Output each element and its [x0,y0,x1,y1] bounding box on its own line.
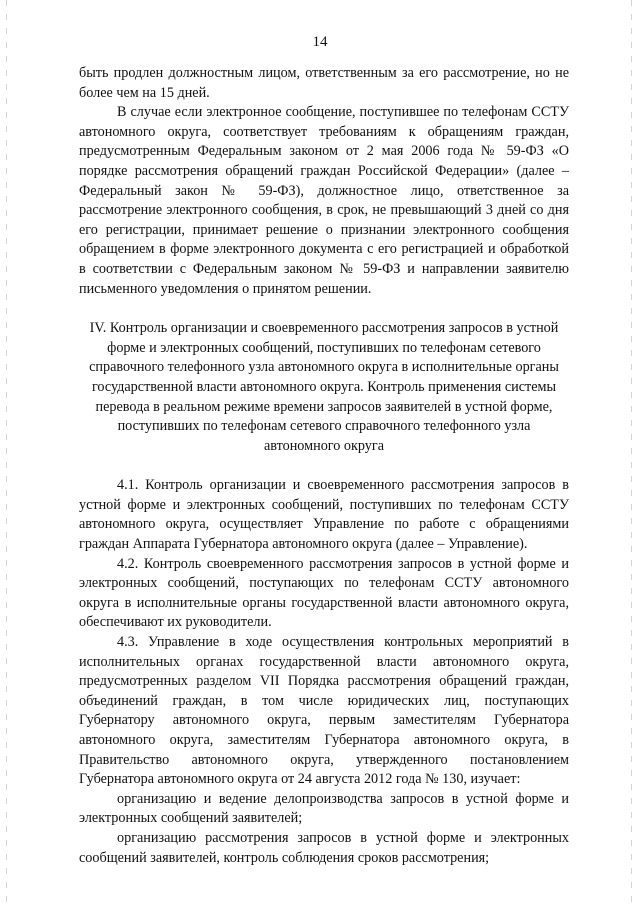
paragraph-electronic-message: В случае если электронное сообщение, поступившее по телефонам ССТУ автономного округа, соответствует требованиям к обращениям граждан, предусмотренным Федеральным законом от 2 мая 2006 года № 59-ФЗ «О порядке рассмотрения обращений граждан Российской Федерации» (далее – Федеральный закон № 59-ФЗ), должностное лицо, ответственное за рассмотрение электронного сообщения, в срок, не превышающий 3 дней со дня его регистрации, принимает решение о признании электронного сообщения обращением в форме электронного документа с его регистрацией и обработкой в соответствии с Федеральным законом № 59-ФЗ и направлении заявителю письменного уведомления о принятом решении. [79,104,569,297]
page-number: 14 [312,34,328,50]
scan-edge-right [631,0,632,905]
subitem-recordkeeping: организацию и ведение делопроизводства запросов в устной форме и электронных сообщений заявителей; [79,790,569,827]
item-4-2: 4.2. Контроль своевременного рассмотрения запросов в устной форме и электронных сообщений, поступающих по телефонам ССТУ автономного округа в исполнительные органы государственной власти автономного округа, обеспечивают их руководители. [79,555,569,631]
paragraph-continuation: быть продлен должностным лицом, ответственным за его рассмотрение, но не более чем на 15 дней. [79,65,569,101]
document-body [79,64,569,868]
subitem-review-deadlines: организацию рассмотрения запросов в устной форме и электронных сообщений заявителей, контроль соблюдения сроков рассмотрения; [79,829,569,866]
scan-edge-left [6,0,7,905]
item-4-3: 4.3. Управление в ходе осуществления контрольных мероприятий в исполнительных органах государственной власти автономного округа, предусмотренных разделом VII Порядка рассмотрения обращений граждан, объединений граждан, в том числе юридических лиц, поступающих Губернатору автономного округа, первым заместителям Губернатора автономного округа, заместителям Губернатора автономного округа, в Правительство автономного округа, утвержденного постановлением Губернатора автономного округа от 24 августа 2012 года № 130, изучает: [79,634,569,788]
section-heading: IV. Контроль организации и своевременного рассмотрения запросов в устной форме и электронных сообщений, поступивших по телефонам сетевого справочного телефонного узла автономного округа в исполнительные органы государственной власти автономного округа. Контроль применения системы перевода в реальном режиме времени запросов заявителей в устной форме, поступивших по телефонам сетевого справочного телефонного узла автономного округа [89,320,559,454]
item-4-1: 4.1. Контроль организации и своевременного рассмотрения запросов в устной форме и электронных сообщений, поступивших по телефонам ССТУ автономного округа, осуществляет Управление по работе с обращениями граждан Аппарата Губернатора автономного округа (далее – Управление). [79,477,569,553]
